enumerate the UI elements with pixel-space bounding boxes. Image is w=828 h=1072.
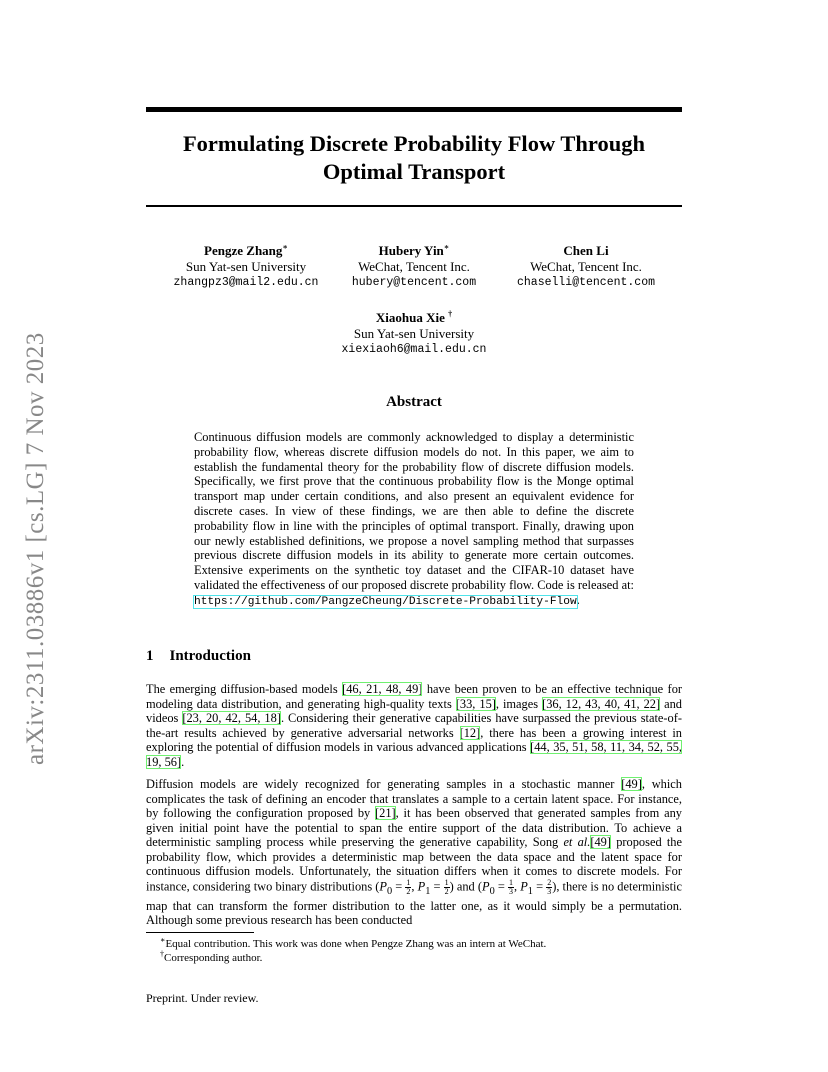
math-subscript: 1 <box>527 885 533 897</box>
author-affiliation: Sun Yat-sen University <box>185 259 307 274</box>
author-mark: † <box>448 309 453 319</box>
abstract-text: Continuous diffusion models are commonly acknowledged to display a deterministic probability flow, whereas discrete diffusion models do not. In this paper, we aim to establish the fundamental theory for the probability flow of discrete diffusion models. Specifically, we first prove that the continuous probability flow is the Monge optimal transport map under certain conditions, and also present an equivalent evidence for discrete cases. In view of these findings, we are then able to define the discrete probability flow in line with the principles of optimal transport. Finally, drawing upon our newly established definitions, we propose a novel sampling method that surpasses previous discrete diffusion models in its ability to generate more certain outcomes. Extensive experiments on the synthetic toy dataset and the CIFAR-10 dataset have validated the effectiveness of our proposed discrete probability flow. Code is released at: <box>194 430 634 592</box>
text-run: proposed the probability flow, which provides a deterministic map between the data space and the latent space for continuous diffusion models. Unfortunately, the situation differs when it comes to discrete models. For instance, considering two binary distributions ( <box>146 835 682 893</box>
author-block-2 <box>334 243 494 291</box>
author-name: Pengze Zhang <box>204 243 283 258</box>
citation-link[interactable]: [49] <box>590 835 611 849</box>
section-title: Introduction <box>169 648 251 664</box>
citation-link[interactable]: [36, 12, 43, 40, 41, 22] <box>542 696 661 711</box>
arxiv-side-stamp: arXiv:2311.03886v1 [cs.LG] 7 Nov 2023 <box>22 332 49 765</box>
author-name: Xiaohua Xie <box>375 310 445 325</box>
math-comma: , <box>513 878 521 893</box>
text-run: and videos <box>146 696 683 725</box>
abstract-heading: Abstract <box>386 394 442 410</box>
author-email[interactable]: hubery@tencent.com <box>351 276 477 289</box>
text-run: , it has been observed that generated samples from any given initial point have the potential to span the entire support of the data distribution. To achieve a deterministic sampling process while preserving the generative capability, Song <box>146 806 683 849</box>
text-run: Diffusion models are widely recognized for generating samples in a stochastic manner <box>146 777 622 791</box>
text-run: ), there is no deterministic map that can transform the former distribution to the latter one, as it would simply be a permutation. Although some previous research has been conducted <box>146 878 682 928</box>
fraction-numerator: 1 <box>444 877 449 887</box>
text-run: have been proven to be an effective technique for modeling data distribution, and generating high-quality texts <box>146 682 683 711</box>
math-subscript: 0 <box>387 885 393 897</box>
abstract-end: . <box>576 592 580 607</box>
text-run: The emerging diffusion-based models <box>146 682 343 696</box>
code-link[interactable]: https://github.com/PangzeCheung/Discrete-Probability-Flow <box>194 595 577 608</box>
fraction-denominator: 2 <box>444 886 449 896</box>
author-affiliation: WeChat, Tencent Inc. <box>530 259 642 274</box>
author-name: Hubery Yin <box>378 243 444 258</box>
intro-paragraph-2 <box>146 777 682 928</box>
author-mark: ∗ <box>282 242 288 252</box>
fraction-denominator: 3 <box>547 886 552 896</box>
fraction-numerator: 1 <box>508 877 513 887</box>
footnote-rule <box>146 932 254 933</box>
footnote-mark: † <box>160 949 164 959</box>
math-symbol: P <box>379 878 387 893</box>
author-email[interactable]: xiexiaoh6@mail.edu.cn <box>341 343 487 356</box>
math-subscript: 1 <box>425 885 431 897</box>
citation-link[interactable]: [49] <box>621 777 642 791</box>
math-symbol: P <box>482 878 490 893</box>
citation-link[interactable]: [23, 20, 42, 54, 18] <box>182 711 281 725</box>
footnote-text: Equal contribution. This work was done when Pengze Zhang was an intern at WeChat. <box>165 938 547 950</box>
title-line-2: Optimal Transport <box>322 159 506 184</box>
author-email[interactable]: chaselli@tencent.com <box>516 276 656 289</box>
abstract-body <box>194 430 634 610</box>
math-subscript: 0 <box>489 885 495 897</box>
fraction-denominator: 3 <box>508 886 513 896</box>
text-run: . Considering their generative capabilities have surpassed the previous state-of-the-art results achieved by generative adversarial networks <box>146 711 682 740</box>
citation-link[interactable]: [21] <box>375 806 396 820</box>
fraction-denominator: 2 <box>406 886 411 896</box>
author-mark: ∗ <box>443 242 450 252</box>
title-bottom-rule <box>146 205 682 207</box>
math-equals: = <box>494 878 508 893</box>
footnote-1 <box>160 935 547 951</box>
intro-paragraph-1 <box>146 682 682 769</box>
section-number: 1 <box>146 648 154 664</box>
paper-title <box>146 130 682 186</box>
text-run: . <box>181 754 185 769</box>
math-equals: = <box>430 878 444 893</box>
author-block-3 <box>500 243 672 291</box>
footnote-mark: ∗ <box>160 935 166 945</box>
author-block-4 <box>328 310 500 358</box>
math-comma: , <box>411 878 418 893</box>
author-affiliation: WeChat, Tencent Inc. <box>358 259 470 274</box>
fraction-numerator: 2 <box>547 877 552 887</box>
author-affiliation: Sun Yat-sen University <box>353 326 475 341</box>
citation-link[interactable]: [33, 15] <box>455 696 496 711</box>
preprint-note: Preprint. Under review. <box>146 991 259 1005</box>
citation-link[interactable]: [46, 21, 48, 49] <box>342 682 423 696</box>
fraction-numerator: 1 <box>406 877 411 887</box>
section-heading-introduction <box>146 648 251 665</box>
footnote-2 <box>160 949 263 965</box>
citation-link[interactable]: [44, 35, 51, 58, 11, 34, 52, 55, 19, 56] <box>146 740 682 769</box>
text-run: , there has been a growing interest in exploring the potential of diffusion models in various advanced applications <box>146 725 683 754</box>
footnote-text: Corresponding author. <box>164 952 263 964</box>
author-block-1 <box>166 243 326 291</box>
author-email[interactable]: zhangpz3@mail2.edu.cn <box>173 276 319 289</box>
math-symbol: P <box>520 878 528 893</box>
math-equals: = <box>532 878 547 893</box>
math-symbol: P <box>417 878 426 893</box>
text-run: ) and ( <box>449 878 482 893</box>
author-name: Chen Li <box>563 243 609 258</box>
title-top-rule <box>146 107 682 112</box>
math-equals: = <box>392 878 406 893</box>
citation-link[interactable]: [12] <box>459 725 481 740</box>
text-run: , images <box>495 696 543 711</box>
title-line-1: Formulating Discrete Probability Flow Through <box>182 131 646 156</box>
text-run: , which complicates the task of defining an encoder that translates a sample to a certain latent space. For instance, by following the configuration proposed by <box>146 777 682 820</box>
et-al: et al. <box>563 835 591 849</box>
